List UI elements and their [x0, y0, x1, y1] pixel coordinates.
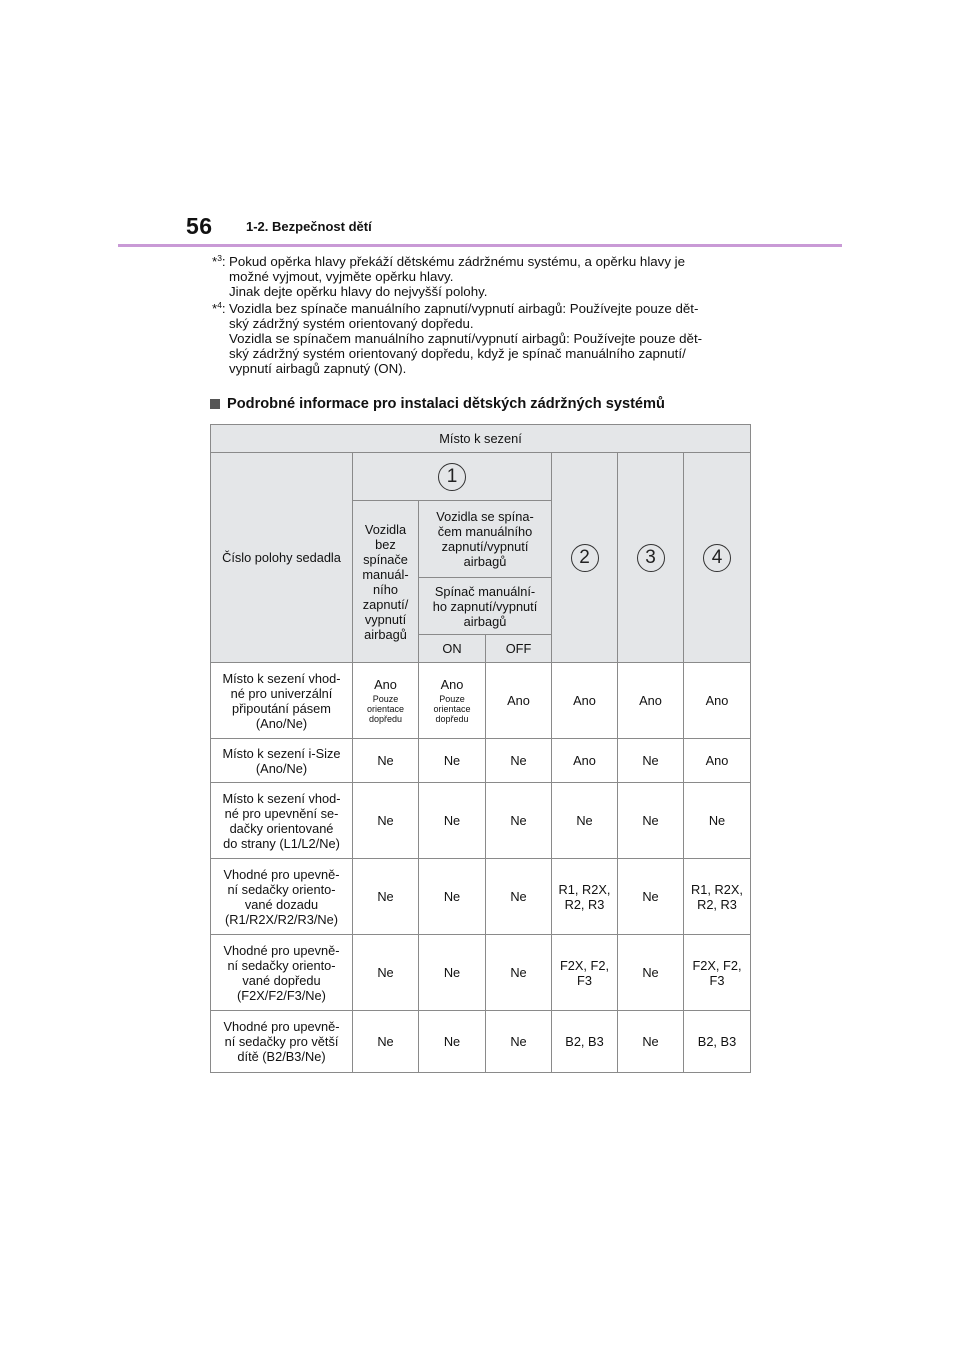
table-cell: Ne: [419, 935, 486, 1011]
with-switch-header: Vozidla se spína- čem manuálního zapnutí/vypnutí airbagů: [419, 501, 552, 578]
footnote-line: ský zádržný systém orientovaný dopředu.: [229, 315, 474, 331]
row-label: Vhodné pro upevně- ní sedačky oriento- vané dozadu (R1/R2X/R2/R3/Ne): [211, 859, 353, 935]
table-cell: Ne: [486, 739, 552, 783]
table-row: [211, 739, 751, 783]
row-label: Místo k sezení vhod- né pro univerzální připoutání pásem (Ano/Ne): [211, 663, 353, 739]
subheading: [210, 396, 665, 412]
table-row: [211, 1011, 751, 1073]
table-cell: Ne: [353, 783, 419, 859]
table-cell: B2, B3: [684, 1011, 751, 1073]
table-cell: Ne: [353, 1011, 419, 1073]
footnote-text: [229, 301, 758, 377]
table-cell: F2X, F2, F3: [684, 935, 751, 1011]
subheading-text: Podrobné informace pro instalaci dětských zádržných systémů: [227, 396, 665, 412]
footnote-line: Vozidla se spínačem manuálního zapnutí/vypnutí airbagů: Používejte pouze dět-: [229, 331, 703, 347]
table-cell: Ano Pouze orientace dopředu: [353, 663, 419, 739]
forward-only-note: Pouze orientace dopředu: [366, 694, 405, 724]
seat-1-number: 1: [438, 463, 466, 491]
seat-4-header: [684, 453, 751, 663]
table-row: [211, 935, 751, 1011]
table-cell: Ano: [684, 739, 751, 783]
table-cell: Ne: [618, 1011, 684, 1073]
table-cell: Ne: [353, 739, 419, 783]
footnote-line: Vozidla bez spínače manuálního zapnutí/vypnutí airbagů: Používejte pouze dět-: [229, 300, 699, 316]
seat-table: [210, 424, 751, 1073]
table-cell: Ne: [419, 1011, 486, 1073]
table-cell: Ne: [552, 783, 618, 859]
table-cell: Ne: [486, 935, 552, 1011]
square-bullet-icon: [210, 399, 220, 409]
footnote-line: možné vyjmout, vyjměte opěrku hlavy.: [229, 269, 454, 285]
table-cell: Ne: [486, 1011, 552, 1073]
table-cell: Ne: [419, 859, 486, 935]
seat-2-number: 2: [571, 544, 599, 572]
table-cell: Ne: [353, 859, 419, 935]
table-cell: F2X, F2, F3: [552, 935, 618, 1011]
table-cell: R1, R2X, R2, R3: [552, 859, 618, 935]
table-row: [211, 453, 751, 501]
table-cell: Ne: [618, 783, 684, 859]
table-cell: R1, R2X, R2, R3: [684, 859, 751, 935]
footnote-line: ský zádržný systém orientovaný dopředu, když je spínač manuálního zapnutí/: [229, 346, 686, 362]
seat-number-label: Číslo polohy sedadla: [211, 453, 353, 663]
row-label: Vhodné pro upevně- ní sedačky oriento- vané dopředu (F2X/F2/F3/Ne): [211, 935, 353, 1011]
page-number: 56: [186, 213, 213, 239]
table-cell: B2, B3: [552, 1011, 618, 1073]
footnote-text: [229, 254, 758, 300]
seat-3-header: [618, 453, 684, 663]
table-cell: Ano: [552, 663, 618, 739]
footnote-mark: *$^4$:: [212, 299, 226, 316]
table-cell: Ne: [486, 859, 552, 935]
footnote-line: Jinak dejte opěrku hlavy do nejvyšší polohy.: [229, 284, 488, 300]
footnote-mark: *$^3$:: [212, 253, 226, 269]
seat-3-number: 3: [637, 544, 665, 572]
table-cell: Ano Pouze orientace dopředu: [419, 663, 486, 739]
table-cell: Ne: [486, 783, 552, 859]
footnote-line: vypnutí airbagů zapnutý (ON).: [229, 361, 407, 377]
section-title: 1-2. Bezpečnost dětí: [246, 219, 372, 234]
row-label: Místo k sezení i-Size (Ano/Ne): [211, 739, 353, 783]
table-cell: Ano: [552, 739, 618, 783]
table-cell: Ne: [618, 739, 684, 783]
table-cell: Ne: [419, 739, 486, 783]
table-row: [211, 425, 751, 453]
seat-2-header: [552, 453, 618, 663]
table-cell: Ne: [419, 783, 486, 859]
table-cell: Ne: [618, 935, 684, 1011]
table-row: [211, 783, 751, 859]
table-cell: Ne: [684, 783, 751, 859]
header-rule: [118, 244, 842, 247]
footnote-line: Pokud opěrka hlavy překáží dětskému zádržnému systému, a opěrku hlavy je: [229, 254, 686, 269]
no-switch-header: Vozidla bez spínače manuál- ního zapnutí/ vypnutí airbagů: [353, 501, 419, 663]
table-row: [211, 859, 751, 935]
off-header: OFF: [486, 635, 552, 663]
seat-1-header: [353, 453, 552, 501]
footnote-3: [212, 254, 758, 300]
table-cell: Ne: [353, 935, 419, 1011]
forward-only-note: Pouze orientace dopředu: [433, 694, 471, 724]
seating-position-header: Místo k sezení: [211, 425, 751, 453]
switch-label-header: Spínač manuální- ho zapnutí/vypnutí airbagů: [419, 578, 552, 635]
table-row: [211, 663, 751, 739]
table-cell: Ano: [618, 663, 684, 739]
seat-4-number: 4: [703, 544, 731, 572]
table-cell: Ano: [486, 663, 552, 739]
row-label: Vhodné pro upevně- ní sedačky pro větší dítě (B2/B3/Ne): [211, 1011, 353, 1073]
footnote-4: [212, 301, 758, 377]
table-cell: Ne: [618, 859, 684, 935]
table-cell: Ano: [684, 663, 751, 739]
on-header: ON: [419, 635, 486, 663]
footnotes: [212, 254, 758, 378]
row-label: Místo k sezení vhod- né pro upevnění se- dačky orientované do strany (L1/L2/Ne): [211, 783, 353, 859]
